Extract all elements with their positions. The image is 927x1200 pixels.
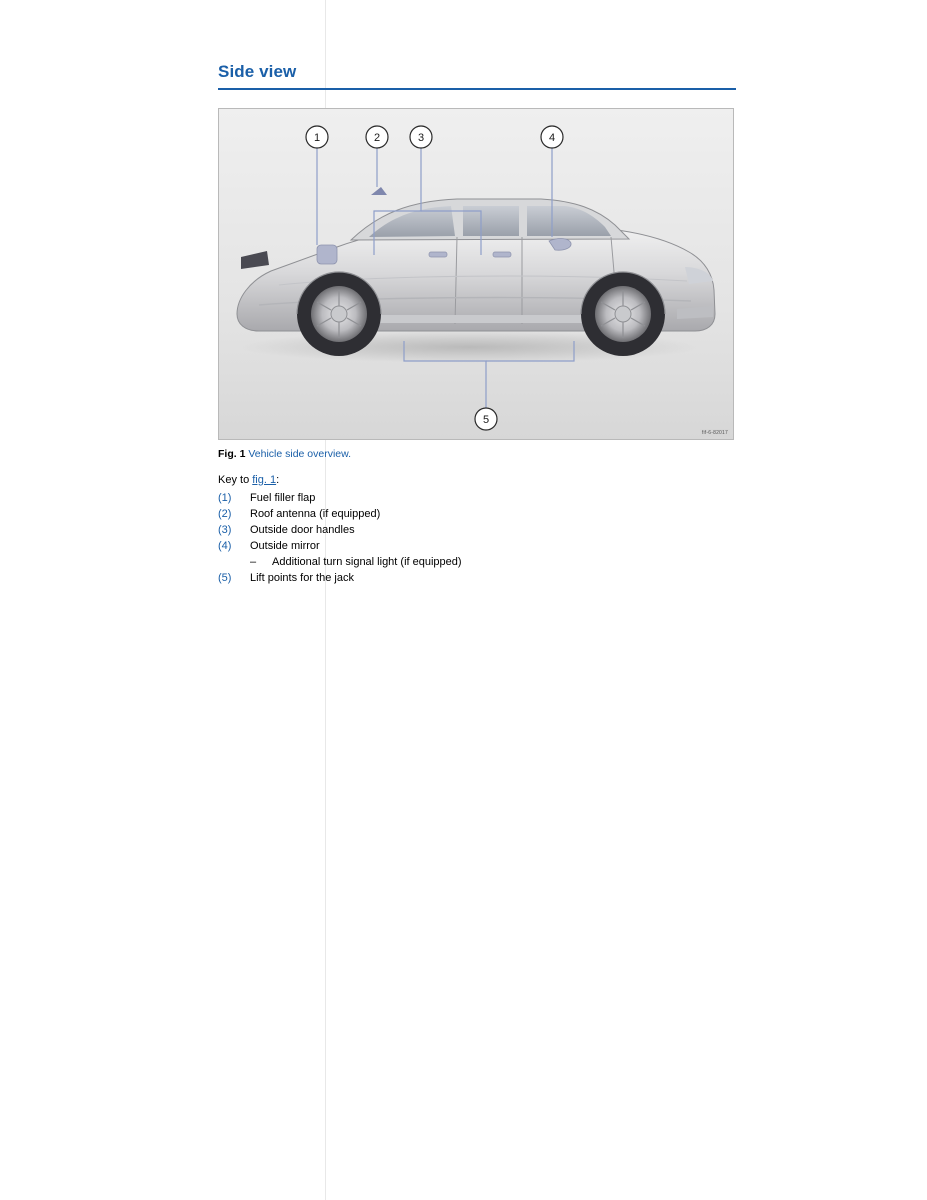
callout-5 (475, 408, 497, 430)
figure-caption-text: Vehicle side overview. (248, 448, 352, 460)
list-item (218, 522, 462, 538)
list-item (218, 490, 462, 506)
svg-text:3: 3 (417, 132, 425, 144)
list-item-sub (218, 554, 462, 570)
key-intro-prefix: Key to (218, 474, 253, 486)
page-content (218, 62, 738, 586)
key-number: (5) (218, 572, 232, 584)
key-number: (2) (218, 508, 232, 520)
key-text: Outside door handles (250, 524, 355, 536)
svg-text:4: 4 (548, 132, 556, 144)
figure-caption-label: Fig. 1 (218, 448, 246, 460)
figure-reference-link[interactable]: fig. 1 (252, 474, 277, 486)
key-text: Lift points for the jack (250, 572, 354, 584)
key-number: (1) (218, 492, 232, 504)
figure-image (218, 108, 734, 440)
list-item (218, 570, 462, 586)
key-sub-text: Additional turn signal light (if equipped) (272, 556, 462, 568)
list-item (218, 506, 462, 522)
svg-text:1: 1 (313, 132, 321, 144)
title-underline (218, 88, 736, 90)
callout-4 (541, 126, 563, 148)
callout-2 (366, 126, 388, 148)
key-intro (218, 474, 738, 486)
callout-1 (306, 126, 328, 148)
figure-illustration (219, 109, 733, 439)
figure-caption (218, 448, 738, 460)
callout-3 (410, 126, 432, 148)
key-number: (3) (218, 524, 232, 536)
key-sub-dash: – (250, 556, 257, 568)
svg-text:2: 2 (373, 132, 381, 144)
key-list (218, 490, 462, 586)
list-item (218, 538, 462, 554)
key-number: (4) (218, 540, 232, 552)
key-text: Fuel filler flap (250, 492, 316, 504)
key-text: Outside mirror (250, 540, 320, 552)
page-title: Side view (218, 62, 297, 81)
figure-code: fif-6-82017 (701, 430, 728, 436)
svg-text:5: 5 (482, 414, 490, 426)
key-intro-suffix: : (276, 474, 280, 486)
key-text: Roof antenna (if equipped) (250, 508, 381, 520)
